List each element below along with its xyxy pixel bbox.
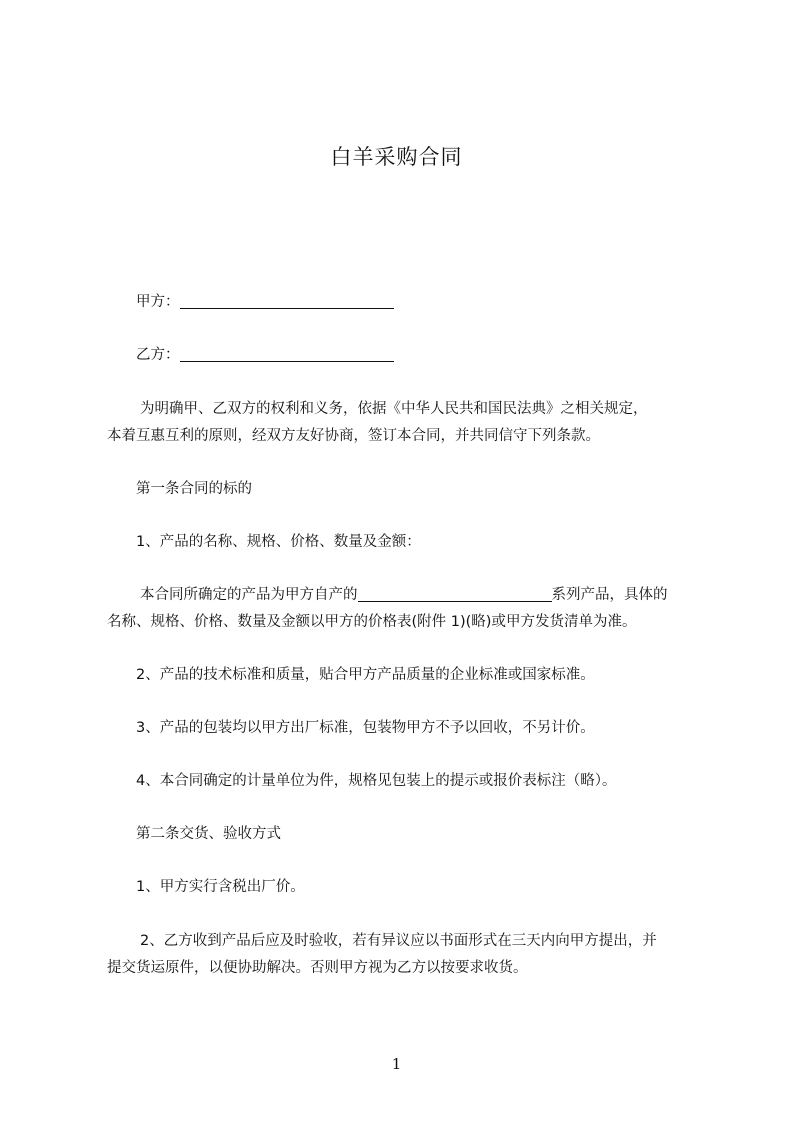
party-b-label: 乙方： <box>136 347 180 363</box>
article-2-heading: 第二条交货、验收方式 <box>136 826 281 842</box>
article-2-item-2-line-1: 2、乙方收到产品后应及时验收，若有异议应以书面形式在三天内向甲方提出，并 <box>140 933 657 949</box>
intro-line-2: 本着互惠互利的原则，经双方友好协商，签订本合同，并共同信守下列条款。 <box>107 428 600 444</box>
article-1-item-1: 1、产品的名称、规格、价格、数量及金额： <box>136 534 421 550</box>
party-b-line <box>107 342 736 368</box>
article-1-item-1-text <box>107 582 740 608</box>
party-a-blank-field[interactable] <box>180 292 394 309</box>
article-1-heading: 第一条合同的标的 <box>136 481 252 497</box>
product-text-before: 本合同所确定的产品为甲方自产的 <box>140 587 358 603</box>
article-1-item-2: 2、产品的技术标准和质量，贴合甲方产品质量的企业标准或国家标准。 <box>136 667 595 683</box>
article-1-item-4: 4、本合同确定的计量单位为件，规格见包装上的提示或报价表标注（略）。 <box>136 773 617 789</box>
article-1-item-3: 3、产品的包装均以甲方出厂标准，包装物甲方不予以回收，不另计价。 <box>136 720 595 736</box>
intro-line-1: 为明确甲、乙双方的权利和义务，依据《中华人民共和国民法典》之相关规定， <box>140 401 648 417</box>
article-1-item-1-line-2: 名称、规格、价格、数量及金额以甲方的价格表(附件 1)(略)或甲方发货清单为准。 <box>107 614 637 630</box>
document-title: 白羊采购合同 <box>330 145 463 169</box>
party-b-blank-field[interactable] <box>180 345 394 362</box>
party-a-label: 甲方： <box>136 294 180 310</box>
article-2-item-1: 1、甲方实行含税出厂价。 <box>136 879 305 895</box>
page-number: 1 <box>391 1055 402 1073</box>
party-a-line <box>107 289 736 315</box>
article-2-item-2-line-2: 提交货运原件，以便协助解决。否则甲方视为乙方以按要求收货。 <box>107 960 528 976</box>
product-series-blank-field[interactable] <box>358 585 552 602</box>
product-text-after: 系列产品，具体的 <box>551 587 668 603</box>
